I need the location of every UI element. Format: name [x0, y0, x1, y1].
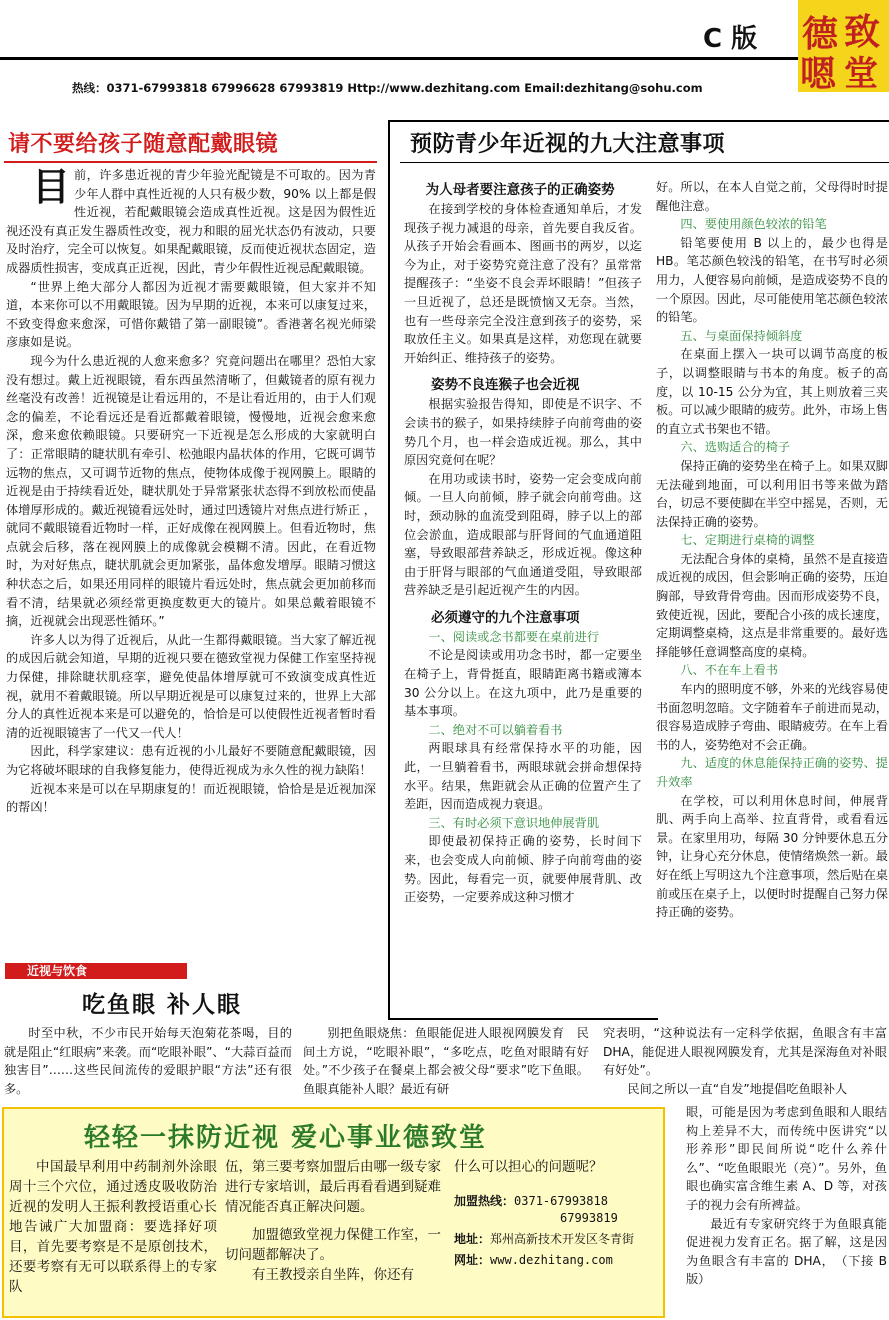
paragraph: 车内的照明度不够，外来的光线容易使书面忽明忽暗。文字随着车子前进而晃动，很容易造成脖子弯曲、眼睛疲劳。在车上看书的人，姿势绝对不会正确。: [656, 682, 888, 752]
ad-col-3: [454, 1157, 662, 1269]
paragraph: 民间之所以一直“自发”地提倡吃鱼眼补人: [627, 1081, 848, 1096]
fish-col-1: [4, 1024, 292, 1098]
paragraph: 铅笔要使用 B 以上的，最少也得是 HB。笔芯颜色较浅的铅笔，在书写时必须用力，人便容易向前倾，是造成姿势不良的一个原因。因此，尽可能使用笔芯颜色较浓的铅笔。: [656, 235, 888, 325]
paragraph: 加盟德致堂视力保健工作室，一切问题都解决了。: [225, 1227, 441, 1263]
paragraph: 在用功或读书时，姿势一定会变成向前倾。一旦人向前倾，脖子就会向前弯曲。这时，颈动脉的血流受到阻碍，脖子以上的部位会淤血，造成眼部与肝肾间的气血通道阻塞，导致眼部营养缺乏，形成近视。像这种由于肝肾与眼部的气血通道受阻，导致眼部营养缺乏是引起近视产生的内因。: [404, 471, 642, 598]
subheading: 必须遵守的九个注意事项: [431, 609, 580, 626]
paragraph: 许多人以为得了近视后，从此一生都得戴眼镜。当大家了解近视的成因后就会知道，早期的近视只要在德致堂视力保健工作室坚持视力保健，排除睫状肌痉挛，避免使晶体增厚就可不致演变成真性近视，就用不着戴眼镜。所以早期近视是可以康复过来的，世界上大部分人的真性近视本来是可以避免的，恰恰是可以使假性近视者暂时看清的近视眼镜害了一代又一代人！: [6, 632, 376, 740]
paragraph: 因此，科学家建议：患有近视的小儿最好不要随意配戴眼镜，因为它将破坏眼球的自我修复能力，使得近视成为永久性的视力缺陷！: [6, 744, 376, 777]
logo: [798, 0, 889, 95]
dropcap: 目: [32, 164, 71, 209]
fish-col-3: [603, 1024, 887, 1098]
paragraph: 即使最初保持正确的姿势，长时间下来，也会变成人向前倾、脖子向前弯曲的姿势。因此，每看完一页，就要伸展背肌、改正姿势，一定要养成这种习惯才: [404, 834, 642, 905]
left-article-body: [6, 166, 376, 817]
paragraph: 别把鱼眼烧焦：鱼眼能促进人眼视网膜发育 民间土方说，“吃眼补眼”，“多吃点，吃鱼对眼睛有好处。”不少孩子在餐桌上都会被父母“要求”吃下鱼眼。鱼眼真能补人眼？最近有研: [303, 1026, 589, 1096]
paragraph: 有王教授亲自坐阵，你还有: [252, 1267, 414, 1283]
paragraph: 无法配合身体的桌椅，虽然不是直接造成近视的成因，但会影响正确的姿势，压迫胸部，导致背骨弯曲。因而形成姿势不良，致使近视，因此，要配合小孩的成长速度，定期调整桌椅，这点是非常重要的。最好选择能够任意调整高度的桌椅。: [656, 551, 888, 659]
paragraph: 现今为什么患近视的人愈来愈多？究竟问题出在哪里？恐怕大家没有想过。戴上近视眼镜，看东西虽然清晰了，但戴镜者的原有视力丝毫没有改善！近视镜是让看远用的，不是让看近用的，由于人们观念的偏差，不论看远还是看近都戴着眼镜，慢慢地，近视会愈来愈深，愈来愈依赖眼镜。只要研究一下近视是怎么形成的大家就明白了：正常眼睛的睫状肌有牵引、松弛眼内晶状体的作用，它既可调节远物的焦点，又可调节近物的焦点，使物体成像于视网膜上。眼睛的近视是由于持续看近处，睫状肌处于异常紧张状态得不到放松而使晶体增厚形成的。戴近视镜看远处时，通过凹透镜片对焦点进行矫正 ，就同不戴眼镜看近物时一样，正好成像在视网膜上。但看近物时，焦点就会后移，落在视网膜上的成像就会模糊不清。因此，在看近物时，为对好焦点，睫状肌就会更加紧张，晶体愈发增厚。眼睛习惯这种状态之后，如果还用同样的眼镜片看远处时，焦点就会更加前移而看不清，结果就必须经常更换度数更大的镜片。如果总戴着眼镜不摘，近视就会出现恶性循环。”: [6, 353, 376, 629]
paragraph: 究表明，“这种说法有一定科学依据，鱼眼含有丰富 DHA，能促进人眼视网膜发育，尤其是深海鱼对补眼有好处”。: [603, 1026, 887, 1078]
logo-char: 致: [844, 11, 881, 53]
paragraph: 什么可以担心的问题呢？: [454, 1159, 603, 1175]
item-heading: 三、有时必须下意识地伸展背肌: [428, 815, 600, 830]
paragraph: 根据实验报告得知，即使是不识字、不会读书的猴子，如果持续脖子向前弯曲的姿势几个月，也一样会造成近视。那么，其中原因究竟何在呢？: [404, 397, 642, 468]
left-article-title: 请不要给孩子随意配戴眼镜: [8, 131, 279, 157]
fish-col-2: [303, 1024, 589, 1098]
paragraph: 近视本来是可以在早期康复的！而近视眼镜，恰恰是是近视加深的帮凶！: [6, 781, 376, 815]
paragraph: “世界上绝大部分人都因为近视才需要戴眼镜，但大家并不知道，本来你可以不用戴眼镜。因为早期的近视，本来可以康复过来，不致变得愈来愈深，可惜你戴错了第一副眼镜”。香港著名视光师梁彦康如是说。: [6, 279, 376, 350]
item-heading: 二、绝对不可以躺着看书: [428, 722, 563, 737]
paragraph: 眼，可能是因为考虑到鱼眼和人眼结构上差异不大，而传统中医讲究“以形养形”即民间所说“吃什么养什么”、“吃鱼眼眼光（亮）”。另外，鱼眼也确实富含维生素 A、D 等，对孩子的视力会有所裨益。: [686, 1105, 887, 1212]
subheading: 为人母者要注意孩子的正确姿势: [425, 182, 615, 198]
section-tag: 近视与饮食: [5, 963, 187, 979]
right-frame-left: [388, 120, 390, 1020]
hotline-label: 加盟热线：: [454, 1194, 515, 1208]
paragraph: 时至中秋，不少市民开始每天泡菊花茶喝，目的就是阻止“红眼病”来袭。而“吃眼补眼”、“大蒜百益而独害目”……这些民间流传的爱眼护眼“方法”还有很多。: [4, 1026, 292, 1096]
ad-box: [2, 1107, 665, 1318]
paragraph: 前，许多患近视的青少年验光配镜是不可取的。因为青少年人群中真性近视的人只有极少数，90% 以上都是假性近视，若配戴眼镜会造成真性近视。这是因为假性近视还没有真正发生器质性改变，视力和眼的屈光状态仍有波动，只要及时治疗，完全可以恢复。如果配戴眼镜，反而使近视状态固定，造成器质性损害，变成真正近视，因此，青少年假性近视忌配戴眼镜。: [6, 168, 376, 275]
right-frame-bottom: [388, 1018, 658, 1020]
paragraph: 在接到学校的身体检查通知单后，才发现孩子视力减退的母亲，首先要自我反省。从孩子开始会看画本、图画书的两岁，以迄今为止，对于姿势究竟注意了没有？虽常常提醒孩子：“坐姿不良会弄坏眼睛！”但孩子一旦近视了，总还是既愤恼又无奈。当然，也有一些母亲完全没注意到孩子的姿势，采取放任主义。如果真是这样，劝您现在就要开始纠正、维持孩子的姿势。: [404, 202, 642, 365]
paragraph: 不论是阅读或用功念书时，都一定要坐在椅子上，背骨挺直，眼睛距离书籍或簿本 30 公分以上。在这九项中，此乃是重要的基本事项。: [404, 648, 642, 719]
paragraph: 保持正确的姿势坐在椅子上。如果双脚无法碰到地面，可以利用旧书等来做为踏台，切忌不要使脚在半空中摇晃，否则，无法保持正确的姿势。: [656, 458, 888, 529]
hotline: 0371-67993818: [514, 1194, 608, 1208]
subheading: 姿势不良连猴子也会近视: [431, 377, 580, 394]
hotline-2: 67993819: [560, 1211, 618, 1225]
paragraph: 好。所以，在本人自觉之前，父母得时时提醒他注意。: [656, 180, 888, 213]
ad-col-2: [225, 1157, 441, 1285]
logo-char: 嗯: [800, 53, 837, 95]
left-title-rule: [4, 161, 377, 163]
web-label: 网址：: [454, 1253, 491, 1267]
contact-line: 热线：0371-67993818 67996628 67993819 Http://www.dezhitang.com Email:dezhitang@sohu.com: [72, 81, 703, 95]
paragraph: 最近有专家研究终于为鱼眼真能促进视力发育正名。据了解，这是因为鱼眼含有丰富的 DHA， （下接 B 版）: [686, 1216, 887, 1287]
item-heading: 八、不在车上看书: [680, 663, 778, 678]
address: 郑州高新技术开发区冬青街: [490, 1232, 635, 1246]
address-label: 地址：: [454, 1232, 491, 1246]
right-article-title: 预防青少年近视的九大注意事项: [410, 131, 726, 157]
item-heading: 六、选购适合的椅子: [680, 440, 791, 455]
right-col-2: [656, 178, 888, 922]
item-heading: 七、定期进行桌椅的调整: [680, 533, 815, 548]
item-heading: 四、要使用颜色较浓的铅笔: [680, 217, 827, 232]
paragraph: 中国最早利用中药制剂外涂眼周十三个穴位，通过透皮吸收防治近视的发明人王振利教授语重心长地告诫广大加盟商：要选择好项目，首先要考察是不是原创技术，还要考察有无可以联系得上的专家队: [9, 1159, 217, 1295]
item-heading: 一、阅读或念书都要在桌前进行: [428, 629, 600, 644]
right-frame-top: [388, 120, 889, 122]
logo-char: 堂: [844, 54, 878, 94]
item-heading: 五、与桌面保持倾斜度: [680, 328, 803, 343]
paragraph: 在桌面上摆入一块可以调节高度的板子，以调整眼睛与书本的角度。板子的高度，以 10-15 公分为宜，其上则放着三夹板。可以减少眼睛的疲劳。此外，市场上售的直立式书架也不错。: [656, 347, 888, 436]
web-link[interactable]: www.dezhitang.com: [490, 1253, 613, 1267]
header-rule: [0, 57, 798, 60]
ad-col-1: [9, 1157, 217, 1297]
fish-article-title: 吃鱼眼 补人眼: [82, 991, 243, 1018]
paragraph: 伍，第三要考察加盟后由哪一级专家进行专家培训，最后再看看遇到疑难情况能否真正解决问题。: [225, 1159, 441, 1215]
edition-label: C 版: [703, 24, 758, 54]
paragraph: 两眼球具有经常保持水平的功能，因此，一旦躺着看书，两眼球就会拼命想保持水平。结果，焦距就会从正确的位置产生了差距，因而造成视力衰退。: [404, 741, 642, 812]
fish-col-4: [686, 1103, 887, 1289]
logo-char: 德: [802, 13, 839, 55]
right-title-rule: [400, 162, 889, 163]
item-heading: 九、适度的休息能保持正确的姿势、提升效率: [656, 756, 888, 789]
right-col-1: [404, 178, 642, 907]
ad-slogan: 轻轻一抹防近视 爱心事业德致堂: [84, 1123, 488, 1153]
paragraph: 在学校，可以利用休息时间，伸展背肌、两手向上高举、拉直背骨，或看看远景。在家里用功，每隔 30 分钟要休息五分钟，让身心充分休息，使情绪焕然一新。最好在纸上写明这九个注意事项，然后贴在桌前或压在桌子上，以便时时提醒自己努力保持正确的姿势。: [656, 793, 888, 920]
